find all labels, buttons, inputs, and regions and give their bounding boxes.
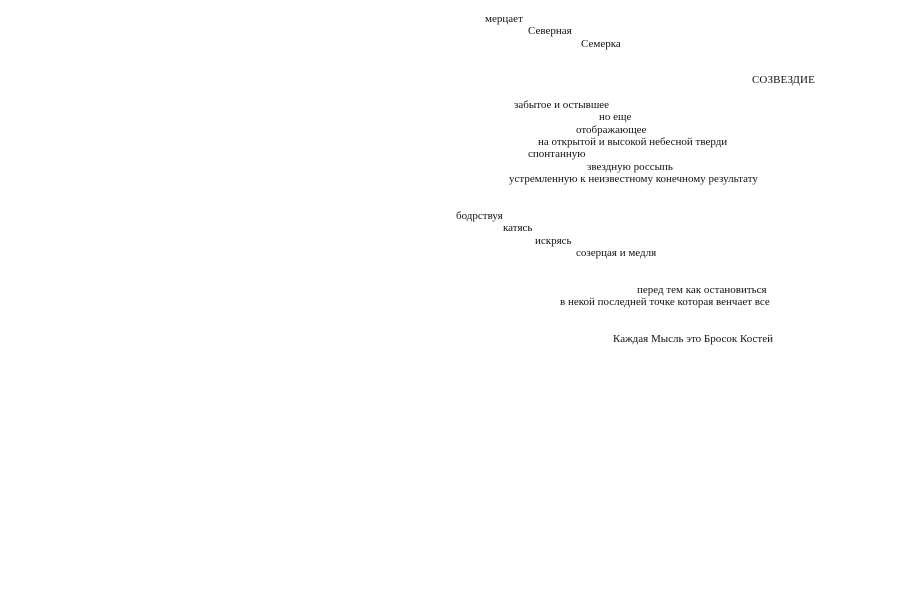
poem-line: перед тем как остановиться <box>637 284 767 296</box>
poem-line: бодрствуя <box>456 210 503 222</box>
poem-line: искрясь <box>535 235 572 247</box>
poem-line: мерцает <box>485 13 523 25</box>
poem-line: отображающее <box>576 124 647 136</box>
poem-line: Семерка <box>581 38 621 50</box>
poem-line: звездную россыпь <box>587 161 673 173</box>
poem-final-line: Каждая Мысль это Бросок Костей <box>613 333 773 345</box>
poem-line: в некой последней точке которая венчает все <box>560 296 770 308</box>
poem-line: созерцая и медля <box>576 247 657 259</box>
poem-line: спонтанную <box>528 148 586 160</box>
poem-line: забытое и остывшее <box>514 99 610 111</box>
poem-line: на открытой и высокой небесной тверди <box>538 136 728 148</box>
poem-line: Северная <box>528 25 572 37</box>
poem-line: устремленную к неизвестному конечному результату <box>509 173 758 185</box>
poem-title: СОЗВЕЗДИЕ <box>752 74 815 86</box>
poem-line: но еще <box>599 111 632 123</box>
poem-line: катясь <box>503 222 533 234</box>
